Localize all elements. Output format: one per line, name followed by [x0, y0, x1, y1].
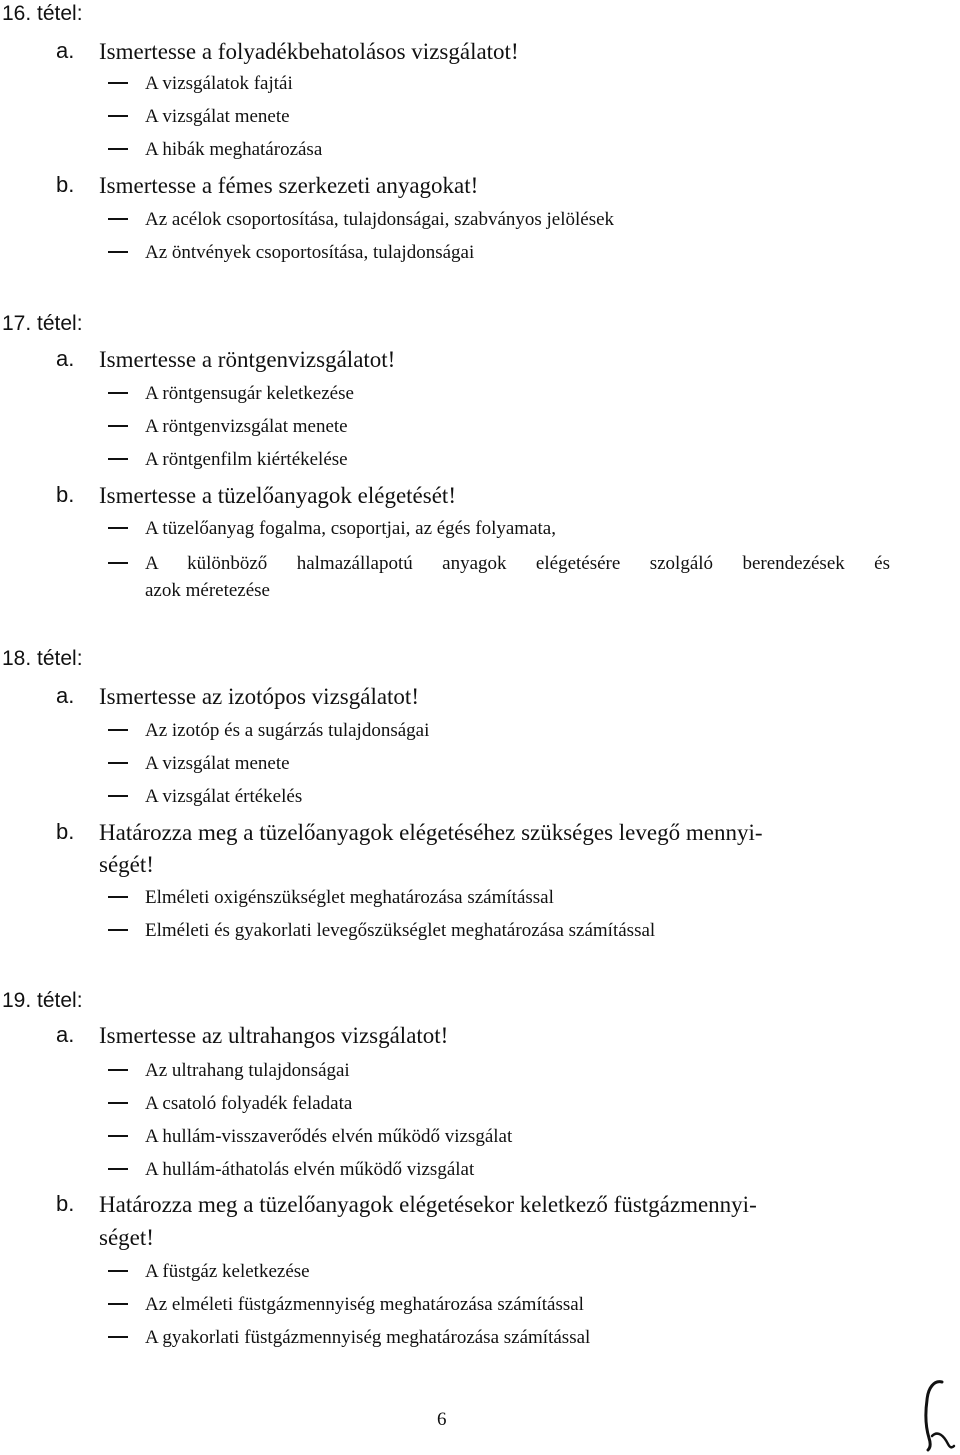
dash-bullet	[108, 1270, 128, 1272]
list-item: A röntgenfilm kiértékelése	[145, 449, 348, 470]
question: Ismertesse a fémes szerkezeti anyagokat!	[99, 173, 479, 198]
list-item: Elméleti és gyakorlati levegőszükséglet meghatározása számítással	[145, 920, 656, 941]
section-heading: 18. tétel:	[2, 647, 83, 670]
list-item: A különböző halmazállapotú anyagok elégetésére szolgáló berendezések és	[145, 553, 890, 574]
list-item: A vizsgálat menete	[145, 106, 290, 127]
list-item: A gyakorlati füstgázmennyiség meghatározása számítással	[145, 1327, 591, 1348]
part-letter: b.	[56, 482, 75, 507]
dash-bullet	[108, 527, 128, 529]
dash-bullet	[108, 729, 128, 731]
section-heading: 17. tétel:	[2, 312, 83, 335]
dash-bullet	[108, 1168, 128, 1170]
list-item: A röntgenvizsgálat menete	[145, 416, 348, 437]
dash-bullet	[108, 148, 128, 150]
list-item: A vizsgálatok fajtái	[145, 73, 293, 94]
list-item: Az elméleti füstgázmennyiség meghatározása számítással	[145, 1294, 584, 1315]
dash-bullet	[108, 762, 128, 764]
part-letter: a.	[56, 38, 75, 63]
question: Ismertesse a röntgenvizsgálatot!	[99, 347, 396, 372]
question: Ismertesse a folyadékbehatolásos vizsgálatot!	[99, 39, 519, 64]
part-letter: a.	[56, 346, 75, 371]
list-item: A vizsgálat értékelés	[145, 786, 303, 807]
part-letter: b.	[56, 1191, 75, 1216]
dash-bullet	[108, 1102, 128, 1104]
dash-bullet	[108, 929, 128, 931]
dash-bullet	[108, 458, 128, 460]
section-heading: 19. tétel:	[2, 989, 83, 1012]
dash-bullet	[108, 82, 128, 84]
question-continuation: ségét!	[99, 852, 154, 877]
question-continuation: séget!	[99, 1225, 154, 1250]
part-letter: a.	[56, 1022, 75, 1047]
list-item: Elméleti oxigénszükséglet meghatározása számítással	[145, 887, 554, 908]
dash-bullet	[108, 1069, 128, 1071]
dash-bullet	[108, 425, 128, 427]
question: Ismertesse a tüzelőanyagok elégetését!	[99, 483, 456, 508]
question: Ismertesse az ultrahangos vizsgálatot!	[99, 1023, 449, 1048]
question: Határozza meg a tüzelőanyagok elégetésekor keletkező füstgázmennyi-	[99, 1192, 757, 1217]
part-letter: a.	[56, 683, 75, 708]
question: Ismertesse az izotópos vizsgálatot!	[99, 684, 419, 709]
list-item: A röntgensugár keletkezése	[145, 383, 354, 404]
dash-bullet	[108, 1135, 128, 1137]
list-item: Az acélok csoportosítása, tulajdonságai, szabványos jelölések	[145, 209, 615, 230]
list-item: Az öntvények csoportosítása, tulajdonságai	[145, 242, 475, 263]
dash-bullet	[108, 1303, 128, 1305]
list-item: A tüzelőanyag fogalma, csoportjai, az égés folyamata,	[145, 518, 556, 539]
page-number: 6	[437, 1409, 447, 1430]
list-item: A hullám-visszaverődés elvén működő vizsgálat	[145, 1126, 513, 1147]
dash-bullet	[108, 1336, 128, 1338]
list-item: Az izotóp és a sugárzás tulajdonságai	[145, 720, 430, 741]
list-item: A csatoló folyadék feladata	[145, 1093, 353, 1114]
dash-bullet	[108, 115, 128, 117]
list-item-continuation: azok méretezése	[145, 580, 270, 601]
dash-bullet	[108, 251, 128, 253]
dash-bullet	[108, 562, 128, 564]
question: Határozza meg a tüzelőanyagok elégetéséhez szükséges levegő mennyi-	[99, 820, 763, 845]
handwritten-mark-icon	[920, 1378, 956, 1452]
list-item: A hibák meghatározása	[145, 139, 323, 160]
part-letter: b.	[56, 819, 75, 844]
part-letter: b.	[56, 172, 75, 197]
list-item: A hullám-áthatolás elvén működő vizsgálat	[145, 1159, 475, 1180]
list-item: A vizsgálat menete	[145, 753, 290, 774]
dash-bullet	[108, 795, 128, 797]
dash-bullet	[108, 218, 128, 220]
section-heading: 16. tétel:	[2, 2, 83, 25]
dash-bullet	[108, 896, 128, 898]
list-item: Az ultrahang tulajdonságai	[145, 1060, 350, 1081]
dash-bullet	[108, 392, 128, 394]
list-item: A füstgáz keletkezése	[145, 1261, 310, 1282]
